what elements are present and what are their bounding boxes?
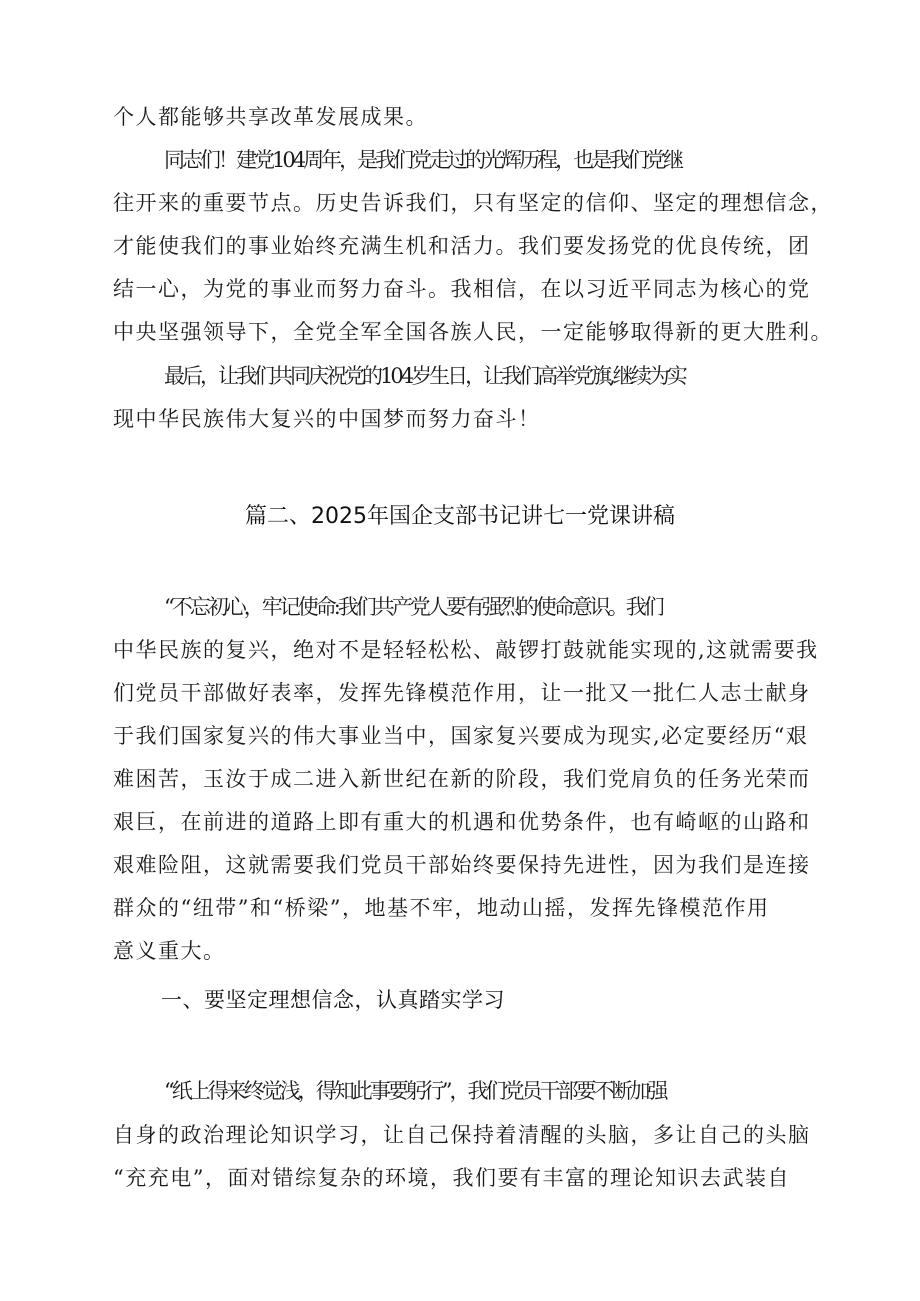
paragraph-line: 结一心，为党的事业而努力奋斗。我相信，在以习近平同志为核心的党 <box>113 277 811 301</box>
subheading: 一、要坚定理想信念，认真踏实学习 <box>161 988 505 1012</box>
paragraph-line: 个人都能够共享改革发展成果。 <box>113 105 428 129</box>
paragraph-line: 才能使我们的事业始终充满生机和活力。我们要发扬党的优良传统，团 <box>113 234 811 258</box>
paragraph-line: 现中华民族伟大复兴的中国梦而努力奋斗！ <box>113 407 541 431</box>
paragraph-line: 艰巨，在前进的道路上即有重大的机遇和优势条件，也有崎岖的山路和 <box>113 810 811 834</box>
paragraph-line: 于我们国家复兴的伟大事业当中，国家复兴要成为现实,必定要经历“艰 <box>113 724 809 748</box>
paragraph-line: 群众的“纽带”和“桥梁”，地基不牢，地动山摇，发挥先锋模范作用 <box>113 896 770 920</box>
paragraph-line: 往开来的重要节点。历史告诉我们，只有坚定的信仰、坚定的理想信念， <box>113 191 833 215</box>
paragraph-line: 艰难险阻，这就需要我们党员干部始终要保持先进性，因为我们是连接 <box>113 853 811 877</box>
section-title: 篇二、2025年国企支部书记讲七一党课讲稿 <box>245 504 675 529</box>
paragraph-line: “不忘初心，牢记使命:我们共产党人要有强烈的使命意识。我们 <box>164 595 662 619</box>
paragraph-line: 中央坚强领导下，全党全军全国各族人民，一定能够取得新的更大胜利。 <box>113 320 833 344</box>
paragraph-line: 自身的政治理论知识学习，让自己保持着清醒的头脑，多让自己的头脑 <box>113 1123 811 1147</box>
paragraph-line: 们党员干部做好表率，发挥先锋模范作用，让一批又一批仁人志士献身 <box>113 681 811 705</box>
paragraph-line: 最后，让我们共同庆祝党的104岁生日，让我们高举党旗,继续为实 <box>164 364 685 388</box>
paragraph-line: 同志们！建党104周年，是我们党走过的光辉历程，也是我们党继 <box>164 148 682 172</box>
paragraph-line: 难困苦，玉汝于成二进入新世纪在新的阶段，我们党肩负的任务光荣而 <box>113 767 811 791</box>
paragraph-line: “纸上得来终觉浅，得知此事要躬行”，我们党员干部要不断加强 <box>164 1079 666 1103</box>
paragraph-line: “充充电”，面对错综复杂的环境，我们要有丰富的理论知识去武装自 <box>113 1166 790 1190</box>
paragraph-line: 中华民族的复兴，绝对不是轻轻松松、敲锣打鼓就能实现的,这就需要我 <box>113 638 819 662</box>
paragraph-line: 意义重大。 <box>113 939 226 963</box>
